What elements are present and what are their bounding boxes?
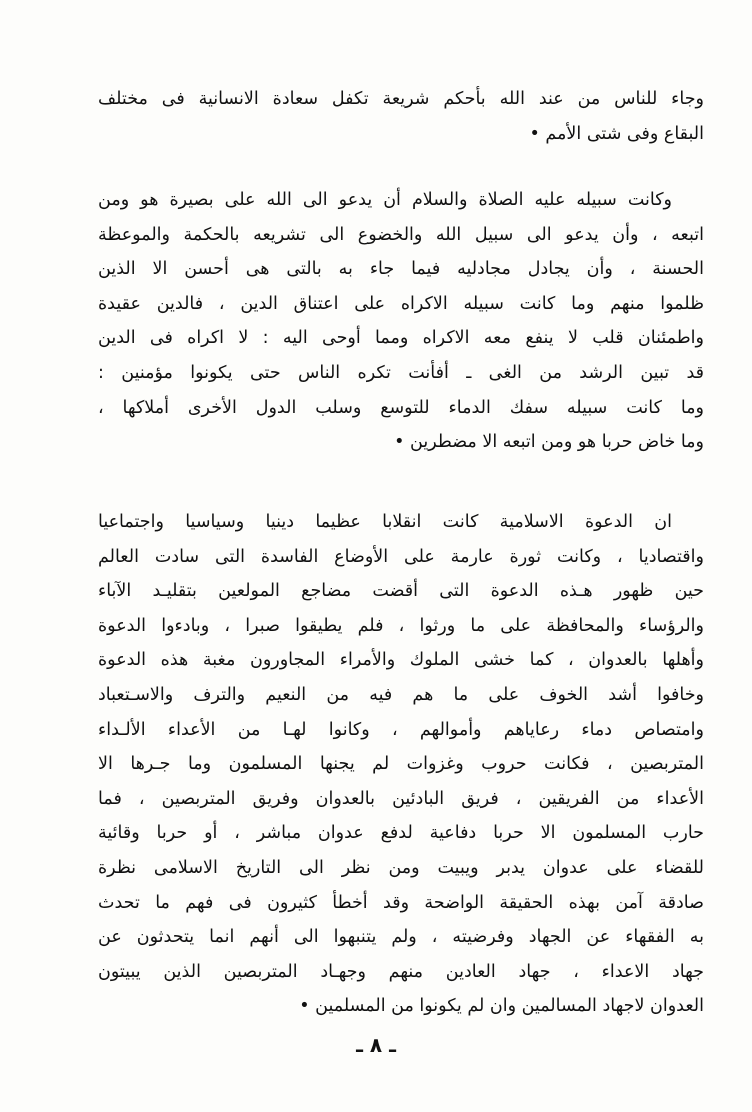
text-line: وكانت سبيله عليه الصلاة والسلام أن يدعو الى الله على بصيرة هو ومن <box>98 190 672 210</box>
text-line: به الفقهاء عن الجهاد وفرضيته ، ولم يتنبهوا الى أنهم انما يتحدثون عن <box>98 927 704 948</box>
text-line: وخافوا أشد الخوف على ما هم فيه من النعيم والترف والاسـتعباد <box>98 684 704 705</box>
text-line: صادقة آمن بهذه الحقيقة الواضحة وقد أخطأ كثيرون فى فهم ما تحدث <box>98 892 704 913</box>
text-line: جهاد الاعداء ، جهاد العادين منهم وجهـاد المتربصين الذين يبيتون <box>98 961 704 982</box>
text-line: وما خاض حربا هو ومن اتبعه الا مضطرين • <box>394 432 704 453</box>
text-line: وجاء للناس من عند الله بأحكم شريعة تكفل سعادة الانسانية فى مختلف <box>98 89 704 109</box>
text-line: واطمئنان قلب لا ينفع معه الاكراه ومما أوحى اليه : لا اكراه فى الدين <box>98 328 704 349</box>
text-line: ان الدعوة الاسلامية كانت انقلابا عظيما دينيا وسياسيا واجتماعيا <box>98 512 672 532</box>
text-line: للقضاء على عدوان يدبر ويبيت ومن نظر الى التاريخ الاسلامى نظرة <box>98 857 704 878</box>
text-line: حين ظهور هـذه الدعوة التى أقضت مضاجع المولعين بتقليـد الآباء <box>98 581 704 602</box>
text-line: والرؤساء والمحافظة على ما ورثوا ، فلم يطيقوا صبرا ، وبادءوا الدعوة <box>98 615 704 636</box>
text-line: حارب المسلمون الا حربا دفاعية لدفع عدوان مباشر ، أو حربا وقائية <box>98 823 704 844</box>
text-line: قد تبين الرشد من الغى ـ أفأنت تكره الناس حتى يكونوا مؤمنين : <box>98 362 704 383</box>
text-line: البقاع وفى شتى الأمم • <box>529 123 704 144</box>
text-line: واقتصاديا ، وكانت ثورة عارمة على الأوضاع الفاسدة التى سادت العالم <box>98 546 704 567</box>
paragraph-1 <box>98 82 704 151</box>
text-line: اتبعه ، وأن يدعو الى سبيل الله والخضوع الى تشريعه بالحكمة والموعظة <box>98 224 704 245</box>
text-line: العدوان لاجهاد المسالمين وان لم يكونوا من المسلمين • <box>299 996 704 1017</box>
text-line: المتربصين ، فكانت حروب وغزوات لم يجنها المسلمون وما جـرها الا <box>98 754 704 775</box>
page-number: ـ ٨ ـ <box>356 1033 396 1057</box>
text-line: الأعداء من الفريقين ، فريق البادئين بالعدوان وفريق المتربصين ، فما <box>98 788 704 809</box>
text-line: وما كانت سبيله سفك الدماء للتوسع وسلب الدول الأخرى أملاكها ، <box>98 397 704 418</box>
paragraph-2 <box>98 183 704 460</box>
text-line: الحسنة ، وأن يجادل مجادليه فيما جاء به بالتى هى أحسن الا الذين <box>98 259 704 280</box>
paragraph-3 <box>98 505 704 1024</box>
text-line: وأهلها بالعدوان ، كما خشى الملوك والأمراء المجاورون مغبة هذه الدعوة <box>98 650 704 671</box>
text-line: ظلموا منهم وما كانت سبيله الاكراه على اعتناق الدين ، فالدين عقيدة <box>98 293 704 314</box>
text-line: وامتصاص دماء رعاياهم وأموالهم ، وكانوا لهـا من الأعداء الألـداء <box>98 719 704 740</box>
